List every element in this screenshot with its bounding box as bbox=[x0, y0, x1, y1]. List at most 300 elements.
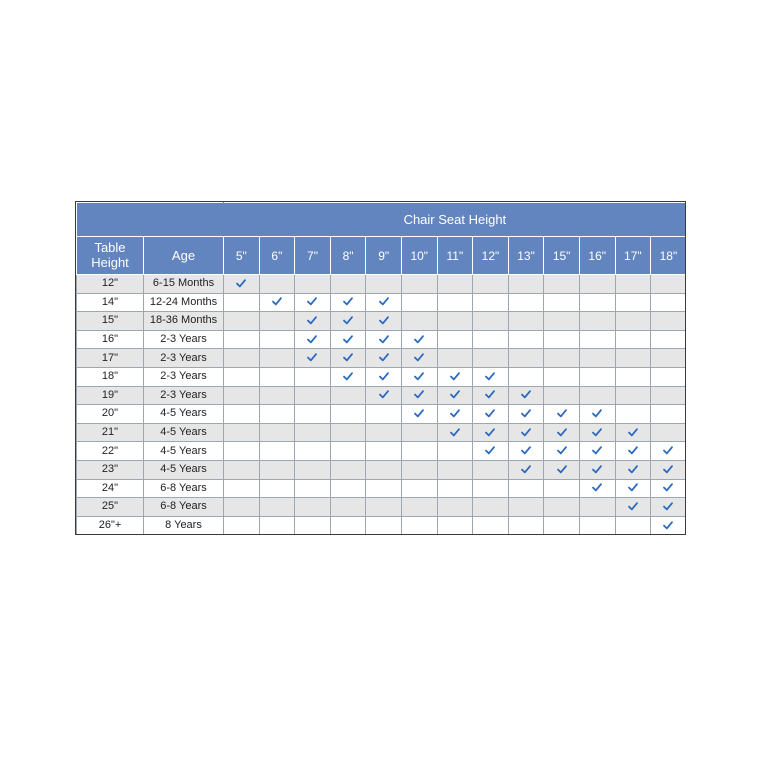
compatibility-cell bbox=[579, 460, 615, 479]
compatibility-cell bbox=[224, 367, 260, 386]
checkmark-icon bbox=[379, 297, 389, 306]
table-height-cell: 19" bbox=[77, 386, 144, 405]
compatibility-cell bbox=[544, 330, 580, 349]
compatibility-cell bbox=[330, 423, 366, 442]
compatibility-cell bbox=[295, 479, 331, 498]
checkmark-icon bbox=[450, 390, 460, 399]
compatibility-cell bbox=[437, 367, 473, 386]
compatibility-cell bbox=[295, 293, 331, 312]
checkmark-icon bbox=[307, 335, 317, 344]
table-row bbox=[77, 498, 687, 517]
checkmark-icon bbox=[343, 316, 353, 325]
compatibility-cell bbox=[508, 516, 544, 535]
compatibility-cell bbox=[366, 330, 402, 349]
table-height-header-line-1: Table bbox=[94, 239, 126, 255]
compatibility-cell bbox=[366, 516, 402, 535]
chair-seat-height-header: Chair Seat Height bbox=[224, 203, 687, 237]
checkmark-icon bbox=[557, 465, 567, 474]
compatibility-cell bbox=[651, 386, 686, 405]
compatibility-cell bbox=[508, 479, 544, 498]
checkmark-icon bbox=[663, 502, 673, 511]
table-row bbox=[77, 460, 687, 479]
compatibility-cell bbox=[295, 330, 331, 349]
checkmark-icon bbox=[521, 409, 531, 418]
compatibility-cell bbox=[437, 442, 473, 461]
compatibility-cell bbox=[366, 442, 402, 461]
compatibility-cell bbox=[259, 293, 295, 312]
checkmark-icon bbox=[485, 446, 495, 455]
compatibility-cell bbox=[330, 460, 366, 479]
table-height-cell: 14" bbox=[77, 293, 144, 312]
checkmark-icon bbox=[557, 409, 567, 418]
chair-height-header-12: 18" bbox=[651, 237, 686, 275]
compatibility-cell bbox=[295, 498, 331, 517]
compatibility-cell bbox=[401, 293, 437, 312]
checkmark-icon bbox=[379, 316, 389, 325]
compatibility-cell bbox=[437, 516, 473, 535]
compatibility-cell bbox=[330, 498, 366, 517]
compatibility-cell bbox=[295, 367, 331, 386]
checkmark-icon bbox=[557, 428, 567, 437]
compatibility-cell bbox=[437, 330, 473, 349]
compatibility-cell bbox=[544, 405, 580, 424]
compatibility-cell bbox=[330, 442, 366, 461]
compatibility-cell bbox=[544, 516, 580, 535]
compatibility-cell bbox=[437, 405, 473, 424]
compatibility-cell bbox=[651, 293, 686, 312]
chair-height-header-9: 15" bbox=[544, 237, 580, 275]
compatibility-cell bbox=[473, 460, 509, 479]
table-row bbox=[77, 479, 687, 498]
compatibility-cell bbox=[437, 293, 473, 312]
compatibility-cell bbox=[508, 386, 544, 405]
compatibility-cell bbox=[473, 275, 509, 294]
table-row bbox=[77, 367, 687, 386]
compatibility-cell bbox=[259, 498, 295, 517]
chair-height-header-7: 12" bbox=[473, 237, 509, 275]
compatibility-cell bbox=[651, 367, 686, 386]
compatibility-cell bbox=[651, 423, 686, 442]
checkmark-icon bbox=[379, 372, 389, 381]
compatibility-cell bbox=[473, 516, 509, 535]
checkmark-icon bbox=[450, 428, 460, 437]
compatibility-cell bbox=[544, 293, 580, 312]
compatibility-cell bbox=[401, 460, 437, 479]
compatibility-cell bbox=[259, 386, 295, 405]
compatibility-cell bbox=[579, 479, 615, 498]
compatibility-cell bbox=[473, 386, 509, 405]
table-row bbox=[77, 516, 687, 535]
compatibility-cell bbox=[366, 349, 402, 368]
compatibility-cell bbox=[651, 460, 686, 479]
compatibility-cell bbox=[615, 405, 651, 424]
compatibility-cell bbox=[544, 442, 580, 461]
compatibility-cell bbox=[330, 312, 366, 331]
compatibility-cell bbox=[615, 423, 651, 442]
compatibility-cell bbox=[579, 312, 615, 331]
checkmark-icon bbox=[592, 483, 602, 492]
compatibility-cell bbox=[330, 330, 366, 349]
compatibility-cell bbox=[615, 293, 651, 312]
compatibility-cell bbox=[330, 405, 366, 424]
compatibility-cell bbox=[295, 423, 331, 442]
table-row bbox=[77, 386, 687, 405]
table-height-header bbox=[77, 237, 144, 275]
compatibility-cell bbox=[366, 423, 402, 442]
age-cell: 4-5 Years bbox=[144, 442, 224, 461]
age-cell: 12-24 Months bbox=[144, 293, 224, 312]
compatibility-cell bbox=[224, 498, 260, 517]
compatibility-cell bbox=[224, 349, 260, 368]
compatibility-cell bbox=[366, 312, 402, 331]
compatibility-cell bbox=[366, 367, 402, 386]
compatibility-cell bbox=[473, 367, 509, 386]
checkmark-icon bbox=[343, 297, 353, 306]
checkmark-icon bbox=[663, 483, 673, 492]
compatibility-cell bbox=[401, 367, 437, 386]
table-height-cell: 22" bbox=[77, 442, 144, 461]
compatibility-cell bbox=[508, 330, 544, 349]
compatibility-cell bbox=[579, 293, 615, 312]
compatibility-cell bbox=[401, 479, 437, 498]
age-cell: 6-15 Months bbox=[144, 275, 224, 294]
chair-height-header-6: 11" bbox=[437, 237, 473, 275]
compatibility-cell bbox=[295, 349, 331, 368]
compatibility-cell bbox=[615, 275, 651, 294]
compatibility-cell bbox=[401, 423, 437, 442]
compatibility-cell bbox=[366, 405, 402, 424]
compatibility-cell bbox=[224, 293, 260, 312]
compatibility-cell bbox=[437, 386, 473, 405]
table-height-header-line-2: Height bbox=[91, 254, 129, 270]
compatibility-cell bbox=[366, 275, 402, 294]
compatibility-cell bbox=[508, 442, 544, 461]
compatibility-cell bbox=[615, 498, 651, 517]
checkmark-icon bbox=[521, 465, 531, 474]
chair-height-header-5: 10" bbox=[401, 237, 437, 275]
checkmark-icon bbox=[414, 409, 424, 418]
compatibility-cell bbox=[259, 275, 295, 294]
age-cell: 4-5 Years bbox=[144, 460, 224, 479]
age-cell: 6-8 Years bbox=[144, 479, 224, 498]
compatibility-cell bbox=[224, 423, 260, 442]
checkmark-icon bbox=[272, 297, 282, 306]
compatibility-cell bbox=[295, 442, 331, 461]
chair-height-header-4: 9" bbox=[366, 237, 402, 275]
compatibility-cell bbox=[366, 498, 402, 517]
table-row bbox=[77, 423, 687, 442]
checkmark-icon bbox=[663, 521, 673, 530]
age-cell: 8 Years bbox=[144, 516, 224, 535]
chair-height-header-3: 8" bbox=[330, 237, 366, 275]
corner-blank-cell bbox=[77, 203, 224, 237]
compatibility-cell bbox=[401, 442, 437, 461]
compatibility-cell bbox=[473, 479, 509, 498]
checkmark-icon bbox=[307, 297, 317, 306]
compatibility-cell bbox=[259, 423, 295, 442]
chair-height-header-10: 16" bbox=[579, 237, 615, 275]
table-height-cell: 21" bbox=[77, 423, 144, 442]
table-row bbox=[77, 312, 687, 331]
compatibility-cell bbox=[437, 423, 473, 442]
compatibility-cell bbox=[366, 386, 402, 405]
compatibility-cell bbox=[615, 516, 651, 535]
compatibility-cell bbox=[330, 349, 366, 368]
compatibility-cell bbox=[330, 479, 366, 498]
checkmark-icon bbox=[485, 428, 495, 437]
compatibility-cell bbox=[473, 423, 509, 442]
compatibility-cell bbox=[544, 275, 580, 294]
table-row bbox=[77, 442, 687, 461]
compatibility-cell bbox=[651, 498, 686, 517]
age-cell: 4-5 Years bbox=[144, 423, 224, 442]
compatibility-cell bbox=[615, 349, 651, 368]
compatibility-cell bbox=[615, 479, 651, 498]
compatibility-cell bbox=[259, 330, 295, 349]
compatibility-cell bbox=[224, 405, 260, 424]
compatibility-cell bbox=[544, 479, 580, 498]
compatibility-cell bbox=[401, 516, 437, 535]
table-height-cell: 23" bbox=[77, 460, 144, 479]
checkmark-icon bbox=[307, 316, 317, 325]
compatibility-cell bbox=[615, 386, 651, 405]
compatibility-cell bbox=[508, 275, 544, 294]
checkmark-icon bbox=[414, 390, 424, 399]
compatibility-cell bbox=[651, 405, 686, 424]
checkmark-icon bbox=[592, 428, 602, 437]
chair-height-header-11: 17" bbox=[615, 237, 651, 275]
age-cell: 2-3 Years bbox=[144, 367, 224, 386]
compatibility-cell bbox=[259, 442, 295, 461]
compatibility-cell bbox=[544, 460, 580, 479]
checkmark-icon bbox=[450, 372, 460, 381]
compatibility-cell bbox=[330, 386, 366, 405]
compatibility-cell bbox=[544, 498, 580, 517]
compatibility-cell bbox=[579, 330, 615, 349]
compatibility-cell bbox=[615, 442, 651, 461]
compatibility-cell bbox=[401, 498, 437, 517]
compatibility-cell bbox=[544, 423, 580, 442]
compatibility-cell bbox=[473, 330, 509, 349]
checkmark-icon bbox=[307, 353, 317, 362]
compatibility-cell bbox=[473, 349, 509, 368]
compatibility-cell bbox=[508, 423, 544, 442]
compatibility-cell bbox=[295, 516, 331, 535]
compatibility-cell bbox=[437, 460, 473, 479]
compatibility-cell bbox=[615, 367, 651, 386]
compatibility-cell bbox=[330, 275, 366, 294]
compatibility-cell bbox=[401, 405, 437, 424]
compatibility-cell bbox=[366, 479, 402, 498]
compatibility-cell bbox=[579, 275, 615, 294]
compatibility-cell bbox=[401, 275, 437, 294]
compatibility-cell bbox=[224, 275, 260, 294]
chair-height-table bbox=[76, 202, 686, 535]
compatibility-cell bbox=[295, 460, 331, 479]
compatibility-cell bbox=[259, 516, 295, 535]
checkmark-icon bbox=[414, 372, 424, 381]
compatibility-cell bbox=[259, 479, 295, 498]
table-row bbox=[77, 293, 687, 312]
compatibility-cell bbox=[259, 312, 295, 331]
compatibility-cell bbox=[330, 516, 366, 535]
compatibility-cell bbox=[366, 293, 402, 312]
compatibility-cell bbox=[401, 330, 437, 349]
compatibility-cell bbox=[259, 367, 295, 386]
checkmark-icon bbox=[343, 353, 353, 362]
compatibility-cell bbox=[473, 293, 509, 312]
compatibility-cell bbox=[366, 460, 402, 479]
compatibility-cell bbox=[651, 330, 686, 349]
compatibility-cell bbox=[544, 349, 580, 368]
age-header: Age bbox=[144, 237, 224, 275]
table-height-cell: 17" bbox=[77, 349, 144, 368]
chair-height-table-container bbox=[75, 201, 686, 535]
compatibility-cell bbox=[651, 349, 686, 368]
compatibility-cell bbox=[579, 386, 615, 405]
compatibility-cell bbox=[508, 293, 544, 312]
compatibility-cell bbox=[295, 405, 331, 424]
table-height-cell: 20" bbox=[77, 405, 144, 424]
super-header-row bbox=[77, 203, 687, 237]
column-header-row bbox=[77, 237, 687, 275]
checkmark-icon bbox=[628, 465, 638, 474]
age-cell: 4-5 Years bbox=[144, 405, 224, 424]
checkmark-icon bbox=[521, 390, 531, 399]
compatibility-cell bbox=[651, 479, 686, 498]
age-cell: 2-3 Years bbox=[144, 349, 224, 368]
compatibility-cell bbox=[295, 386, 331, 405]
age-cell: 18-36 Months bbox=[144, 312, 224, 331]
compatibility-cell bbox=[473, 498, 509, 517]
compatibility-cell bbox=[295, 312, 331, 331]
compatibility-cell bbox=[651, 516, 686, 535]
compatibility-cell bbox=[508, 405, 544, 424]
checkmark-icon bbox=[628, 428, 638, 437]
table-height-cell: 26"+ bbox=[77, 516, 144, 535]
compatibility-cell bbox=[259, 405, 295, 424]
age-cell: 6-8 Years bbox=[144, 498, 224, 517]
compatibility-cell bbox=[579, 423, 615, 442]
checkmark-icon bbox=[414, 335, 424, 344]
compatibility-cell bbox=[330, 367, 366, 386]
table-row bbox=[77, 349, 687, 368]
checkmark-icon bbox=[343, 372, 353, 381]
table-height-cell: 24" bbox=[77, 479, 144, 498]
checkmark-icon bbox=[379, 335, 389, 344]
compatibility-cell bbox=[473, 312, 509, 331]
checkmark-icon bbox=[379, 353, 389, 362]
compatibility-cell bbox=[508, 498, 544, 517]
compatibility-cell bbox=[224, 312, 260, 331]
compatibility-cell bbox=[579, 516, 615, 535]
checkmark-icon bbox=[592, 465, 602, 474]
age-cell: 2-3 Years bbox=[144, 330, 224, 349]
compatibility-cell bbox=[224, 516, 260, 535]
table-row bbox=[77, 405, 687, 424]
table-height-cell: 12" bbox=[77, 275, 144, 294]
checkmark-icon bbox=[592, 446, 602, 455]
compatibility-cell bbox=[615, 460, 651, 479]
compatibility-cell bbox=[401, 312, 437, 331]
compatibility-cell bbox=[224, 386, 260, 405]
chair-height-header-1: 6" bbox=[259, 237, 295, 275]
chair-height-header-0: 5" bbox=[224, 237, 260, 275]
compatibility-cell bbox=[544, 312, 580, 331]
compatibility-cell bbox=[224, 460, 260, 479]
compatibility-cell bbox=[508, 349, 544, 368]
compatibility-cell bbox=[437, 349, 473, 368]
compatibility-cell bbox=[579, 442, 615, 461]
compatibility-cell bbox=[437, 312, 473, 331]
compatibility-cell bbox=[651, 312, 686, 331]
checkmark-icon bbox=[521, 428, 531, 437]
chair-height-header-8: 13" bbox=[508, 237, 544, 275]
checkmark-icon bbox=[628, 502, 638, 511]
compatibility-cell bbox=[437, 479, 473, 498]
compatibility-cell bbox=[651, 442, 686, 461]
compatibility-cell bbox=[437, 498, 473, 517]
compatibility-cell bbox=[579, 349, 615, 368]
checkmark-icon bbox=[628, 446, 638, 455]
compatibility-cell bbox=[224, 330, 260, 349]
table-height-cell: 18" bbox=[77, 367, 144, 386]
compatibility-cell bbox=[651, 275, 686, 294]
compatibility-cell bbox=[473, 405, 509, 424]
compatibility-cell bbox=[579, 498, 615, 517]
compatibility-cell bbox=[437, 275, 473, 294]
compatibility-cell bbox=[579, 367, 615, 386]
compatibility-cell bbox=[579, 405, 615, 424]
compatibility-cell bbox=[401, 349, 437, 368]
table-height-cell: 16" bbox=[77, 330, 144, 349]
checkmark-icon bbox=[663, 446, 673, 455]
compatibility-cell bbox=[224, 479, 260, 498]
compatibility-cell bbox=[259, 349, 295, 368]
compatibility-cell bbox=[259, 460, 295, 479]
checkmark-icon bbox=[521, 446, 531, 455]
checkmark-icon bbox=[236, 279, 246, 288]
compatibility-cell bbox=[295, 275, 331, 294]
checkmark-icon bbox=[343, 335, 353, 344]
compatibility-cell bbox=[473, 442, 509, 461]
table-height-cell: 15" bbox=[77, 312, 144, 331]
table-body bbox=[77, 275, 687, 535]
table-row bbox=[77, 275, 687, 294]
checkmark-icon bbox=[485, 390, 495, 399]
checkmark-icon bbox=[485, 372, 495, 381]
compatibility-cell bbox=[224, 442, 260, 461]
compatibility-cell bbox=[508, 460, 544, 479]
compatibility-cell bbox=[330, 293, 366, 312]
checkmark-icon bbox=[592, 409, 602, 418]
checkmark-icon bbox=[628, 483, 638, 492]
checkmark-icon bbox=[663, 465, 673, 474]
checkmark-icon bbox=[414, 353, 424, 362]
chair-height-header-2: 7" bbox=[295, 237, 331, 275]
table-height-cell: 25" bbox=[77, 498, 144, 517]
table-row bbox=[77, 330, 687, 349]
checkmark-icon bbox=[485, 409, 495, 418]
compatibility-cell bbox=[401, 386, 437, 405]
compatibility-cell bbox=[508, 312, 544, 331]
age-cell: 2-3 Years bbox=[144, 386, 224, 405]
checkmark-icon bbox=[450, 409, 460, 418]
checkmark-icon bbox=[557, 446, 567, 455]
compatibility-cell bbox=[615, 312, 651, 331]
compatibility-cell bbox=[544, 367, 580, 386]
compatibility-cell bbox=[508, 367, 544, 386]
